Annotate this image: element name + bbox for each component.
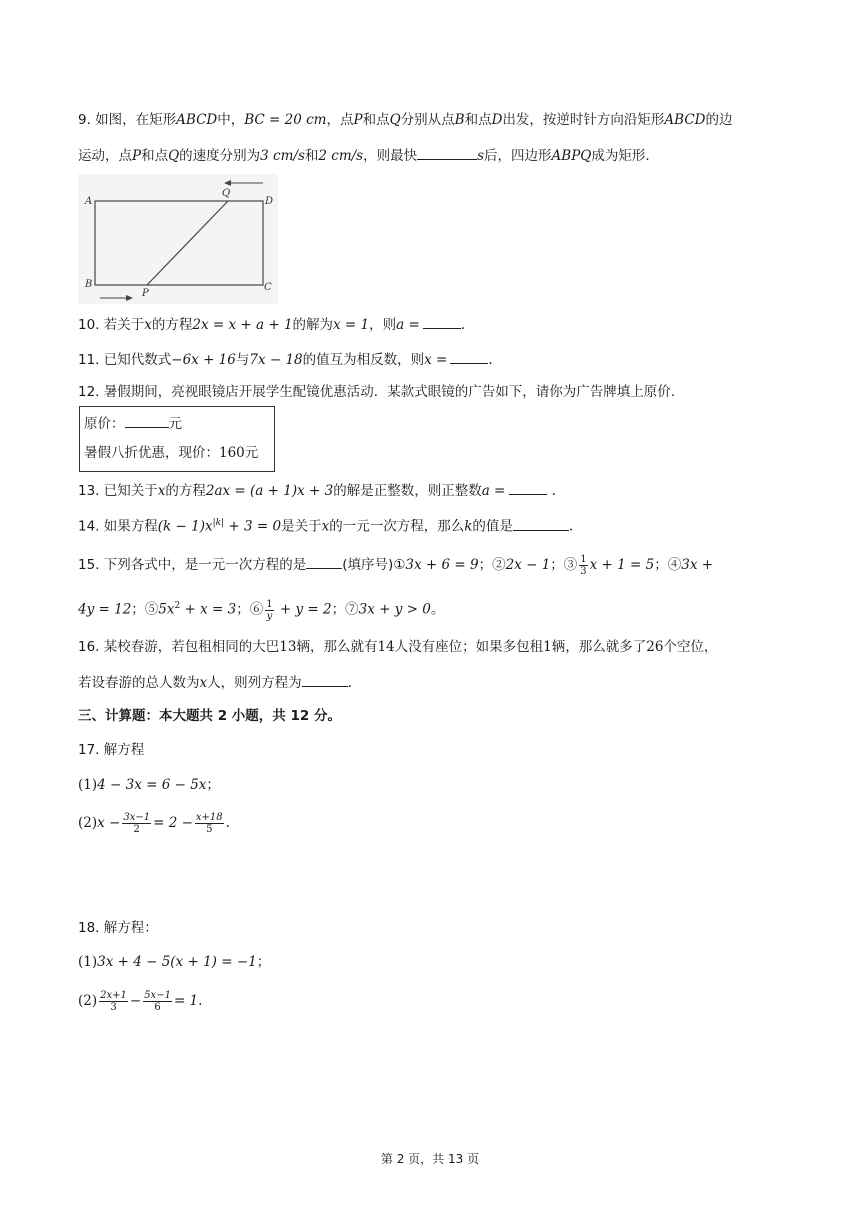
q10-text: ，则 [369, 317, 397, 333]
q15-frac-num: 1 [580, 554, 587, 565]
q10-math: x = 1 [333, 317, 370, 333]
page-footer: 第 2 页，共 13 页 [380, 1152, 480, 1166]
q9-text: 和点 [464, 112, 492, 128]
q14-exponent: |k| [212, 518, 225, 528]
q15-math: 3x + [681, 557, 714, 573]
q13-text: 13. 已知关于 [78, 483, 158, 499]
q15-line2 [78, 596, 444, 622]
q17-part-label: (1) [78, 777, 98, 793]
q18-title [78, 918, 158, 938]
q9-text: 出发，按逆时针方向沿矩形 [502, 112, 665, 128]
q9-figure [78, 174, 278, 304]
q16-math: x [199, 675, 208, 691]
q9-text: 和点 [362, 112, 390, 128]
q14-math: x [321, 518, 330, 535]
q18-end: . [198, 993, 203, 1009]
q18-part2 [78, 990, 202, 1013]
q13 [78, 479, 556, 501]
q17-sep: ； [206, 777, 220, 793]
q16-text: . [347, 675, 352, 691]
label-p: P [142, 288, 149, 299]
q13-math: a = [481, 483, 506, 499]
q13-text: 的方程 [165, 483, 206, 499]
q14-text: . [568, 518, 574, 535]
q17-frac-num: x+18 [195, 812, 223, 823]
q9-line1 [78, 110, 732, 130]
q10-answer-blank[interactable] [423, 313, 461, 329]
q17-part1 [78, 775, 220, 795]
q14-math: (k − 1)x [157, 518, 213, 535]
ad-board [79, 406, 275, 472]
q17-math: x − [97, 815, 121, 831]
q9-text: 9. 如图，在矩形 [78, 112, 177, 128]
q16-text: 若设春游的总人数为 [78, 675, 200, 691]
q17-math: 4 − 3x = 6 − 5x [97, 777, 207, 793]
q15-circle-4: ④ [667, 557, 682, 573]
q15-circle-6: ⑥ [249, 601, 264, 618]
q9-text: ，点 [326, 112, 354, 128]
q17-end: . [225, 815, 230, 831]
q15-frac-num: 1 [266, 598, 273, 610]
q11-text: . [488, 352, 493, 368]
q14-text: 是关于 [281, 518, 322, 535]
q11-math: 7x − 18 [249, 352, 303, 368]
arrow-right-icon [126, 295, 133, 301]
q9-math: P [353, 112, 363, 128]
q13-answer-blank[interactable] [509, 479, 547, 495]
q15-math: 3x + y > 0 [358, 601, 431, 618]
q16-line1 [78, 637, 717, 657]
section-title: 三、计算题：本大题共 2 小题，共 12 分。 [78, 708, 341, 724]
q18-sep: ； [256, 954, 271, 970]
q14-text: 14. 如果方程 [78, 518, 158, 535]
q15-math: + x = 3 [180, 601, 237, 618]
q10-text: 10. 若关于 [78, 317, 145, 333]
q16-line2 [78, 671, 352, 693]
q14-math: + 3 = 0 [224, 518, 282, 535]
q9-text: 成为矩形. [591, 148, 650, 164]
q18-fraction [99, 990, 128, 1013]
q14 [78, 513, 573, 537]
q17-frac-den: 5 [206, 824, 213, 835]
q15-fraction [579, 554, 587, 577]
q16-text: 辆，那么就有 [296, 639, 378, 655]
q10-math: 2x = x + a + 1 [192, 317, 293, 333]
q9-text: 后，四边形 [484, 148, 552, 164]
q15-frac-den: y [266, 610, 273, 622]
q9-math: B [454, 112, 465, 128]
q10-math: x [144, 317, 152, 333]
q9-math: ABCD [176, 112, 218, 128]
q15-line1 [78, 553, 713, 577]
q12-text: 12. 暑假期间，亮视眼镜店开展学生配镜优惠活动．某款式眼镜的广告如下，请你为广告牌填上原价. [78, 384, 676, 400]
q9-math: 2 cm/s [318, 148, 364, 164]
q16-num: 26 [646, 639, 664, 655]
q12-answer-blank[interactable] [125, 412, 169, 428]
q9-text: 的速度分别为 [179, 148, 261, 164]
rectangle-figure [78, 174, 278, 304]
q15-text: 15. 下列各式中，是一元一次方程的是 [78, 557, 307, 573]
q9-text: 和点 [141, 148, 169, 164]
segment-pq [147, 201, 228, 285]
q17-frac-den: 2 [133, 824, 140, 835]
q15-text: 。 [430, 601, 445, 618]
q18-text: 18. 解方程： [78, 920, 158, 936]
q11-math: −6x + 16 [171, 352, 236, 368]
q9-answer-blank[interactable] [417, 144, 477, 160]
q18-part1 [78, 952, 270, 972]
q15-math: 4y = 12 [78, 601, 132, 618]
q12 [78, 382, 675, 402]
q15-circle-5: ⑤ [144, 601, 159, 618]
q15-math: x + 1 = 5 [589, 557, 655, 573]
q9-math: s [477, 148, 485, 164]
label-a: A [85, 196, 93, 207]
arrow-left-icon [224, 180, 231, 186]
q9-math: ABCD [664, 112, 706, 128]
q17-part-label: (2) [78, 815, 98, 831]
q15-circle-1: ① [393, 557, 406, 573]
q14-math: k [464, 518, 473, 535]
rectangle-abcd [95, 201, 263, 285]
ad-price-unit: 元 [168, 416, 182, 432]
q18-math: = 1 [173, 993, 199, 1009]
q18-part-label: (2) [78, 993, 98, 1009]
q18-fraction [143, 990, 172, 1013]
q15-sep: ； [331, 601, 346, 618]
q11 [78, 348, 493, 370]
q11-math: x = [424, 352, 448, 368]
q16-num: 14 [377, 639, 395, 655]
q9-text: 的边 [705, 112, 733, 128]
q15-math: 5x [158, 601, 175, 618]
ad-original-price [84, 412, 182, 434]
q11-text: 的值互为相反数，则 [302, 352, 425, 368]
label-d: D [265, 196, 274, 207]
q9-text: 和 [304, 148, 319, 164]
q9-math: Q [389, 112, 401, 128]
q9-math: BC = 20 cm [244, 112, 327, 128]
q10-math: a = [396, 317, 420, 333]
q15-circle-3: ③ [563, 557, 578, 573]
q11-text: 11. 已知代数式 [78, 352, 172, 368]
q10 [78, 313, 465, 335]
label-q: Q [222, 188, 231, 199]
q15-math: + y = 2 [275, 601, 332, 618]
q15-sep: ； [236, 601, 250, 618]
q16-text: 人，则列方程为 [207, 675, 302, 691]
q10-text: . [460, 317, 466, 333]
q18-frac-den: 3 [110, 1002, 117, 1013]
q18-math: 3x + 4 − 5(x + 1) = −1 [97, 954, 257, 970]
q17-text: 17. 解方程 [78, 742, 145, 758]
q9-math: ABPQ [551, 148, 592, 164]
q9-text: ，则最快 [363, 148, 418, 164]
label-c: C [264, 282, 272, 293]
q9-text: 中， [217, 112, 245, 128]
q14-answer-blank[interactable] [513, 515, 569, 531]
q15-circle-2: ② [492, 557, 506, 573]
q17-title [78, 740, 144, 760]
q15-circle-7: ⑦ [345, 601, 359, 618]
ad-price-label: 原价： [84, 416, 125, 432]
q18-math: − [129, 993, 142, 1009]
q11-answer-blank[interactable] [450, 348, 488, 364]
q9-math: 3 cm/s [260, 148, 305, 164]
q15-frac-den: 3 [580, 566, 587, 577]
q17-fraction [195, 812, 224, 835]
q15-fraction [265, 599, 273, 622]
q16-text: 人没有座位；如果多包租 [394, 639, 544, 655]
q18-frac-num: 2x+1 [100, 990, 127, 1001]
q9-math: Q [168, 148, 180, 164]
label-b: B [85, 279, 93, 290]
q15-text: (填序号) [342, 557, 394, 573]
q16-num: 1 [543, 639, 552, 655]
ad-discount-label: 暑假八折优惠，现价： [84, 445, 219, 461]
q9-text: 分别从点 [400, 112, 455, 128]
q15-answer-blank[interactable] [306, 553, 342, 569]
q17-fraction [122, 812, 151, 835]
ad-discount-unit: 元 [244, 445, 259, 461]
q13-math: x [157, 483, 166, 499]
q15-sep: ； [131, 601, 145, 618]
q15-sep: ； [478, 557, 493, 573]
q18-frac-num: 5x−1 [144, 990, 171, 1001]
q15-math: 3x + 6 = 9 [405, 557, 479, 573]
q16-text: 辆，那么就多了 [551, 639, 647, 655]
q15-sep: ； [550, 557, 564, 573]
q18-frac-den: 6 [154, 1002, 161, 1013]
q17-part2 [78, 812, 230, 835]
q15-math: 2x − 1 [505, 557, 551, 573]
q15-exponent: 2 [174, 601, 181, 611]
q9-math: D [491, 112, 503, 128]
q14-text: 的一元一次方程，那么 [329, 518, 465, 535]
q16-text: 16. 某校春游，若包租相同的大巴 [78, 639, 280, 655]
q17-math: = 2 − [153, 815, 193, 831]
q13-math: 2ax = (a + 1)x + 3 [205, 483, 334, 499]
q16-num: 13 [279, 639, 297, 655]
q13-text: . [547, 483, 556, 499]
q13-text: 的解是正整数，则正整数 [333, 483, 482, 499]
q17-frac-num: 3x−1 [123, 812, 151, 823]
q16-text: 个空位， [663, 639, 718, 655]
q14-text: 的值是 [472, 518, 513, 535]
q10-text: 的方程 [151, 317, 193, 333]
ad-discount-price [84, 443, 258, 463]
q11-text: 与 [235, 352, 250, 368]
q18-part-label: (1) [78, 954, 98, 970]
q10-text: 的解为 [292, 317, 334, 333]
q9-text: 运动，点 [78, 148, 132, 164]
q15-sep: ； [654, 557, 668, 573]
ad-discount-value: 160 [219, 445, 245, 461]
q9-line2 [78, 144, 650, 166]
q9-math: P [132, 148, 142, 164]
q16-answer-blank[interactable] [302, 671, 348, 687]
